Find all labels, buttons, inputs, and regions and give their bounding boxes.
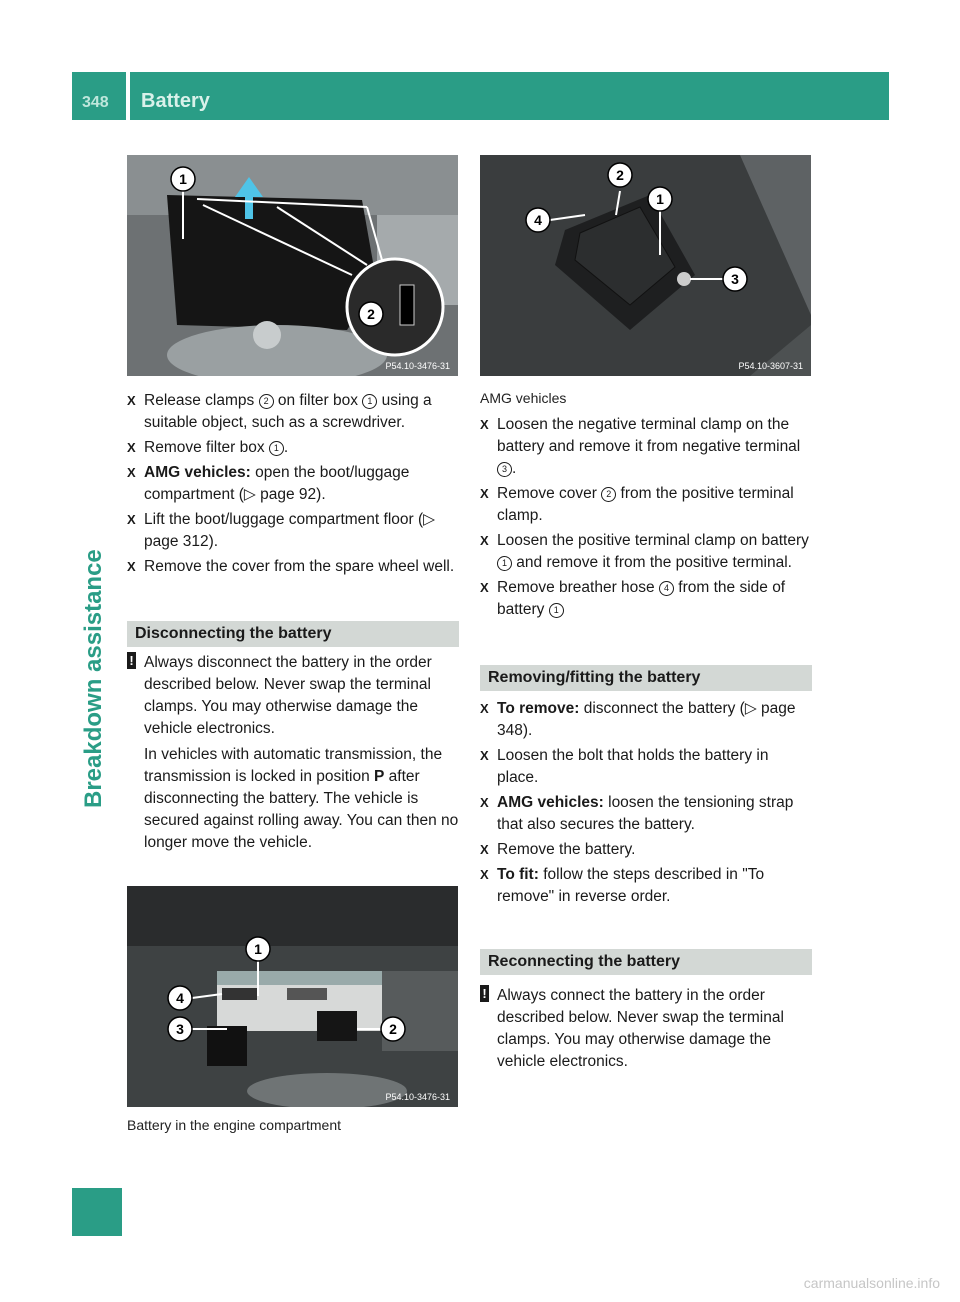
step-bold: AMG vehicles: <box>497 794 604 811</box>
figure-caption: AMG vehicles <box>480 390 567 406</box>
figure-caption: Battery in the engine compartment <box>127 1117 342 1133</box>
step-marker-icon: X <box>127 559 136 574</box>
callout-ref: 1 <box>269 441 284 456</box>
step-text: Remove breather hose <box>497 579 659 596</box>
step-release-clamps <box>127 390 459 434</box>
step-remove-cover <box>127 556 459 578</box>
step-text: open the boot/luggage compartment (▷ page 92). <box>144 464 410 503</box>
step-marker-icon: X <box>480 533 489 548</box>
sidebar-section-label: Breakdown assistance <box>80 549 107 808</box>
step-text: . <box>283 439 289 456</box>
callout-ref: 1 <box>549 603 564 618</box>
step-loosen-bolt <box>480 745 812 789</box>
callout-2: 2 <box>367 306 375 322</box>
section-heading: Reconnecting the battery <box>480 949 812 975</box>
callout-4: 4 <box>534 212 542 228</box>
step-text: Release clamps <box>144 392 259 409</box>
step-text: . <box>512 460 517 477</box>
figure-code: P54.10-3607-31 <box>738 361 803 371</box>
figure-code: P54.10-3476-31 <box>385 1092 450 1102</box>
step-text: follow the steps described in "To remove" in reverse order. <box>497 866 765 905</box>
callout-2: 2 <box>616 167 624 183</box>
step-text: Remove cover <box>497 485 602 502</box>
callout-3: 3 <box>176 1021 184 1037</box>
right-column <box>480 387 812 1073</box>
callout-ref: 1 <box>362 394 377 409</box>
step-marker-icon: X <box>480 748 489 763</box>
warning-note <box>480 985 812 1073</box>
figure-amg-boot-battery <box>480 155 811 376</box>
watermark: carmanualsonline.info <box>803 1275 940 1291</box>
step-text: Remove the battery. <box>497 841 636 858</box>
step-remove-cover <box>480 483 812 527</box>
callout-4: 4 <box>176 990 184 1006</box>
step-loosen-negative <box>480 414 812 480</box>
callout-ref: 2 <box>601 487 616 502</box>
step-marker-icon: X <box>127 512 136 527</box>
step-remove-breather-hose <box>480 577 812 621</box>
step-marker-icon: X <box>480 795 489 810</box>
para-text: In vehicles with automatic transmission, the transmission is locked in position <box>144 746 443 785</box>
step-to-fit <box>480 864 812 908</box>
callout-2: 2 <box>389 1021 397 1037</box>
step-remove-filter-box <box>127 437 459 459</box>
sidebar-section-tab <box>80 118 120 808</box>
warning-text: Always disconnect the battery in the order described below. Never swap the terminal clamps. You may otherwise damage the vehicle electronics. <box>144 654 432 737</box>
page-header <box>72 72 889 120</box>
step-marker-icon: X <box>127 465 136 480</box>
step-amg-open-boot <box>127 462 459 506</box>
transmission-note <box>127 744 459 854</box>
callout-1: 1 <box>254 941 262 957</box>
step-remove-battery <box>480 839 812 861</box>
step-text: Loosen the bolt that holds the battery in place. <box>497 747 769 786</box>
warning-icon: ! <box>480 985 489 1002</box>
figure-filter-box <box>127 155 458 376</box>
step-text: disconnect the battery (▷ page 348). <box>497 700 796 739</box>
callout-1: 1 <box>179 171 187 187</box>
step-bold: To fit: <box>497 866 539 883</box>
callout-ref: 2 <box>259 394 274 409</box>
page-title: Battery <box>141 90 210 112</box>
step-marker-icon: X <box>480 842 489 857</box>
step-text: from the side of battery <box>497 579 786 618</box>
figure-code: P54.10-3476-31 <box>385 361 450 371</box>
step-bold: AMG vehicles: <box>144 464 251 481</box>
warning-icon: ! <box>127 652 136 669</box>
para-text: after disconnecting the battery. The vehicle is secured against rolling away. You can then no longer move the vehicle. <box>144 768 459 851</box>
callout-ref: 1 <box>497 556 512 571</box>
step-to-remove <box>480 698 812 742</box>
step-text: from the positive terminal clamp. <box>497 485 794 524</box>
step-text: on filter box <box>273 392 363 409</box>
section-heading: Disconnecting the battery <box>127 621 459 647</box>
callout-ref: 4 <box>659 581 674 596</box>
step-text: Loosen the positive terminal clamp on battery <box>497 532 809 549</box>
header-divider <box>126 72 130 120</box>
section-heading: Removing/fitting the battery <box>480 665 812 691</box>
step-marker-icon: X <box>127 440 136 455</box>
callout-3: 3 <box>731 271 739 287</box>
step-marker-icon: X <box>480 701 489 716</box>
step-text: Lift the boot/luggage compartment floor (▷ page 312). <box>144 511 436 550</box>
step-marker-icon: X <box>480 580 489 595</box>
step-bold: To remove: <box>497 700 580 717</box>
step-text: Remove the cover from the spare wheel well. <box>144 558 455 575</box>
step-text: Remove filter box <box>144 439 269 456</box>
callout-1: 1 <box>656 191 664 207</box>
step-text: and remove it from the positive terminal. <box>512 554 792 571</box>
callout-ref: 3 <box>497 462 512 477</box>
step-marker-icon: X <box>480 867 489 882</box>
sidebar-marker <box>72 1188 122 1236</box>
warning-text: Always connect the battery in the order described below. Never swap the terminal clamps. You may otherwise damage the vehicle electronics. <box>497 987 784 1070</box>
left-column <box>127 390 459 854</box>
figure-engine-battery <box>127 886 458 1107</box>
step-loosen-positive <box>480 530 812 574</box>
warning-note <box>127 652 459 740</box>
para-bold: P <box>374 768 385 785</box>
step-marker-icon: X <box>480 417 489 432</box>
step-text: using a suitable object, such as a screwdriver. <box>144 392 432 431</box>
page-number: 348 <box>82 94 109 111</box>
step-marker-icon: X <box>127 393 136 408</box>
step-text: Loosen the negative terminal clamp on the battery and remove it from negative terminal <box>497 416 801 455</box>
step-marker-icon: X <box>480 486 489 501</box>
step-text: loosen the tensioning strap that also secures the battery. <box>497 794 794 833</box>
step-amg-strap <box>480 792 812 836</box>
step-lift-floor <box>127 509 459 553</box>
